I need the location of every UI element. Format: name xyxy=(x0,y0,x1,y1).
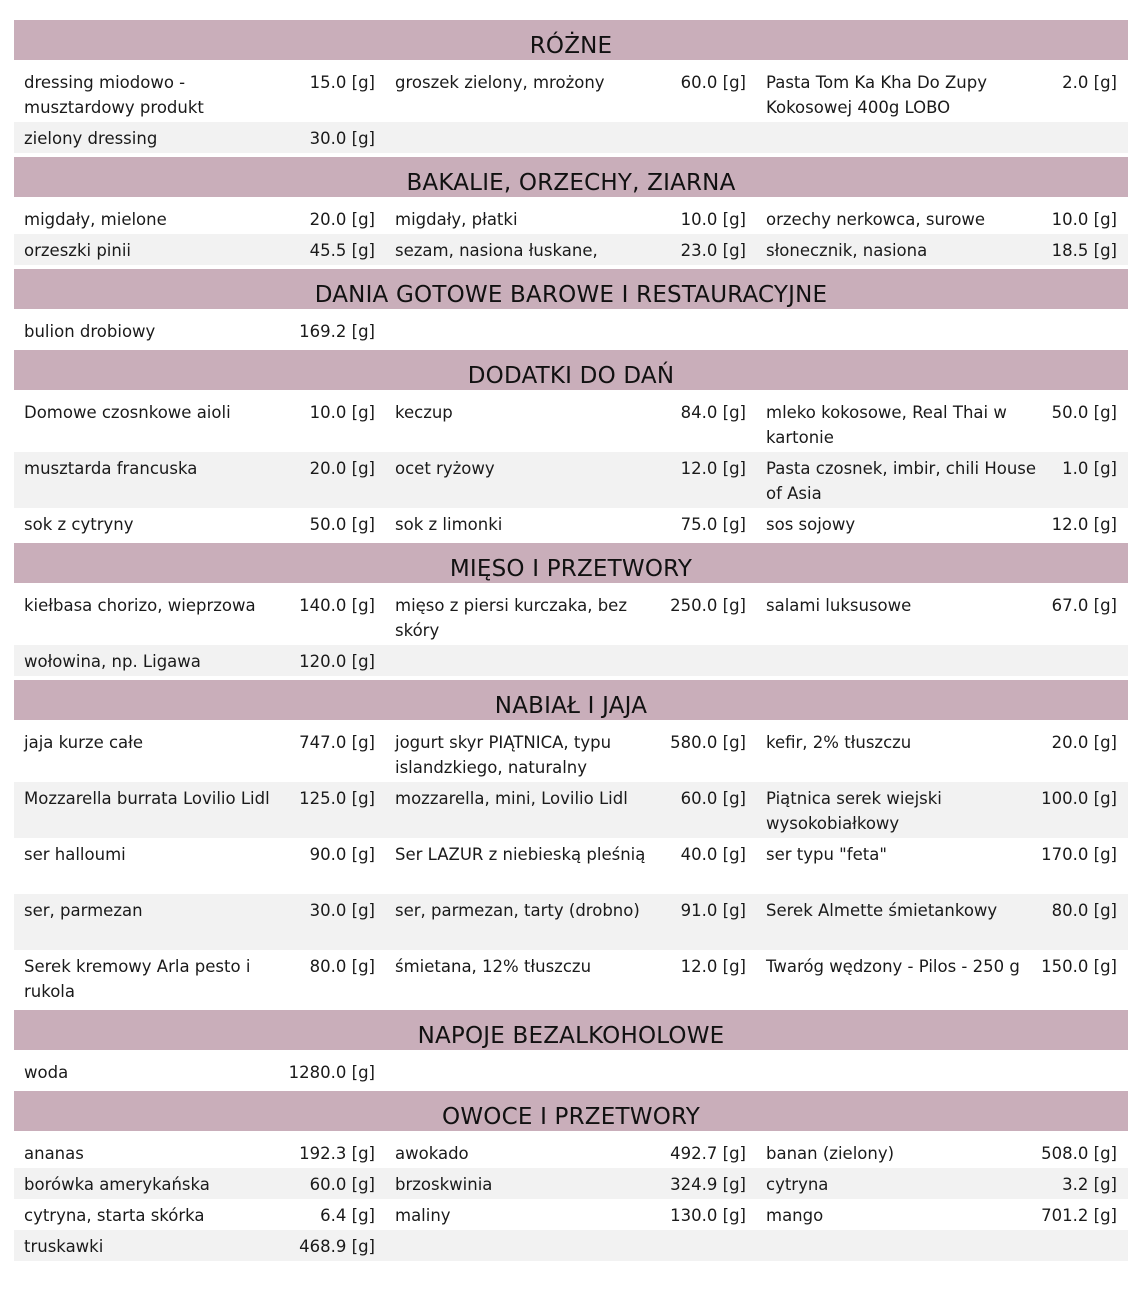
table-row xyxy=(14,66,1128,122)
section-header: MIĘSO I PRZETWORY xyxy=(14,543,1128,583)
list-item xyxy=(756,1199,1127,1230)
item-name: zielony dressing xyxy=(24,129,158,148)
list-item xyxy=(756,838,1127,894)
table-row xyxy=(14,894,1128,950)
item-name: Pasta Tom Ka Kha Do Zupy Kokosowej 400g LOBO xyxy=(766,73,987,117)
list-item xyxy=(385,782,756,838)
item-name: sos sojowy xyxy=(766,515,856,534)
list-item xyxy=(756,1168,1127,1199)
item-quantity: 18.5 [g] xyxy=(1051,241,1117,260)
list-item xyxy=(385,66,756,122)
item-quantity: 130.0 [g] xyxy=(670,1206,746,1225)
item-quantity: 30.0 [g] xyxy=(309,901,375,920)
section-header: DANIA GOTOWE BAROWE I RESTAURACYJNE xyxy=(14,269,1128,309)
list-item xyxy=(756,950,1127,1006)
item-quantity: 250.0 [g] xyxy=(670,596,746,615)
item-quantity: 2.0 [g] xyxy=(1062,73,1117,92)
table-row xyxy=(14,950,1128,1006)
item-quantity: 30.0 [g] xyxy=(309,129,375,148)
item-name: orzeszki pinii xyxy=(24,241,132,260)
item-name: ser, parmezan xyxy=(24,901,143,920)
section-body xyxy=(14,60,1128,157)
section-body xyxy=(14,1050,1128,1091)
section-header: DODATKI DO DAŃ xyxy=(14,350,1128,390)
list-item xyxy=(14,838,385,894)
table-row xyxy=(14,508,1128,539)
item-name: słonecznik, nasiona xyxy=(766,241,928,260)
list-item xyxy=(756,782,1127,838)
table-row xyxy=(14,452,1128,508)
item-quantity: 10.0 [g] xyxy=(680,210,746,229)
item-quantity: 100.0 [g] xyxy=(1041,789,1117,808)
item-quantity: 120.0 [g] xyxy=(299,652,375,671)
list-item xyxy=(14,66,385,122)
item-quantity: 125.0 [g] xyxy=(299,789,375,808)
section-body xyxy=(14,1131,1128,1265)
item-name: salami luksusowe xyxy=(766,596,912,615)
item-quantity: 90.0 [g] xyxy=(309,845,375,864)
list-item xyxy=(385,1168,756,1199)
item-quantity: 170.0 [g] xyxy=(1041,845,1117,864)
item-name: musztarda francuska xyxy=(24,459,198,478)
list-item xyxy=(756,894,1127,950)
item-name: wołowina, np. Ligawa xyxy=(24,652,201,671)
item-name: brzoskwinia xyxy=(395,1175,493,1194)
item-name: mango xyxy=(766,1206,824,1225)
item-quantity: 60.0 [g] xyxy=(680,789,746,808)
item-quantity: 80.0 [g] xyxy=(1051,901,1117,920)
item-quantity: 140.0 [g] xyxy=(299,596,375,615)
table-row xyxy=(14,1168,1128,1199)
item-quantity: 60.0 [g] xyxy=(680,73,746,92)
table-row xyxy=(14,645,1128,676)
item-quantity: 84.0 [g] xyxy=(680,403,746,422)
list-item xyxy=(756,66,1127,122)
list-item xyxy=(14,315,385,346)
item-quantity: 12.0 [g] xyxy=(680,459,746,478)
item-name: jaja kurze całe xyxy=(24,733,144,752)
list-item xyxy=(14,1056,385,1087)
item-quantity: 12.0 [g] xyxy=(680,957,746,976)
item-name: orzechy nerkowca, surowe xyxy=(766,210,986,229)
list-item xyxy=(756,396,1127,452)
section-body xyxy=(14,390,1128,543)
item-name: Mozzarella burrata Lovilio Lidl xyxy=(24,789,270,808)
item-quantity: 10.0 [g] xyxy=(1051,210,1117,229)
item-quantity: 192.3 [g] xyxy=(299,1144,375,1163)
item-name: Piątnica serek wiejski wysokobiałkowy xyxy=(766,789,942,833)
item-name: awokado xyxy=(395,1144,469,1163)
item-name: woda xyxy=(24,1063,69,1082)
list-item xyxy=(14,452,385,508)
list-item xyxy=(14,726,385,782)
list-item xyxy=(385,396,756,452)
section-header: RÓŻNE xyxy=(14,20,1128,60)
item-name: sok z cytryny xyxy=(24,515,134,534)
list-item xyxy=(756,1137,1127,1168)
item-quantity: 324.9 [g] xyxy=(670,1175,746,1194)
item-name: mozzarella, mini, Lovilio Lidl xyxy=(395,789,628,808)
item-quantity: 60.0 [g] xyxy=(309,1175,375,1194)
item-quantity: 12.0 [g] xyxy=(1051,515,1117,534)
list-item xyxy=(756,234,1127,265)
item-name: cytryna xyxy=(766,1175,829,1194)
table-row xyxy=(14,726,1128,782)
item-quantity: 91.0 [g] xyxy=(680,901,746,920)
item-quantity: 40.0 [g] xyxy=(680,845,746,864)
item-quantity: 3.2 [g] xyxy=(1062,1175,1117,1194)
item-quantity: 1.0 [g] xyxy=(1062,459,1117,478)
table-row xyxy=(14,122,1128,153)
item-quantity: 20.0 [g] xyxy=(309,210,375,229)
list-item xyxy=(385,589,756,645)
section-body xyxy=(14,197,1128,269)
item-name: ser typu "feta" xyxy=(766,845,887,864)
item-quantity: 20.0 [g] xyxy=(309,459,375,478)
list-item xyxy=(14,122,385,153)
item-quantity: 508.0 [g] xyxy=(1041,1144,1117,1163)
list-item xyxy=(756,726,1127,782)
item-name: sok z limonki xyxy=(395,515,503,534)
item-name: kiełbasa chorizo, wieprzowa xyxy=(24,596,256,615)
item-name: Domowe czosnkowe aioli xyxy=(24,403,231,422)
item-name: ser halloumi xyxy=(24,845,126,864)
item-quantity: 468.9 [g] xyxy=(299,1237,375,1256)
item-quantity: 67.0 [g] xyxy=(1051,596,1117,615)
list-item xyxy=(385,950,756,1006)
table-row xyxy=(14,1199,1128,1230)
list-item xyxy=(385,1137,756,1168)
item-name: ser, parmezan, tarty (drobno) xyxy=(395,901,640,920)
item-name: migdały, płatki xyxy=(395,210,518,229)
list-item xyxy=(14,950,385,1006)
item-quantity: 1280.0 [g] xyxy=(288,1063,375,1082)
item-name: keczup xyxy=(395,403,453,422)
list-item xyxy=(14,1199,385,1230)
list-item xyxy=(14,1168,385,1199)
item-quantity: 747.0 [g] xyxy=(299,733,375,752)
item-name: jogurt skyr PIĄTNICA, typu islandzkiego, naturalny xyxy=(395,733,612,777)
item-quantity: 150.0 [g] xyxy=(1041,957,1117,976)
item-quantity: 492.7 [g] xyxy=(670,1144,746,1163)
item-name: mleko kokosowe, Real Thai w kartonie xyxy=(766,403,1007,447)
list-item xyxy=(756,452,1127,508)
item-quantity: 15.0 [g] xyxy=(309,73,375,92)
item-name: cytryna, starta skórka xyxy=(24,1206,205,1225)
item-name: Ser LAZUR z niebieską pleśnią xyxy=(395,845,646,864)
item-name: dressing miodowo - musztardowy produkt xyxy=(24,73,204,117)
list-item xyxy=(14,203,385,234)
list-item xyxy=(14,782,385,838)
table-row xyxy=(14,1137,1128,1168)
item-name: śmietana, 12% tłuszczu xyxy=(395,957,592,976)
list-item xyxy=(14,645,385,676)
item-quantity: 701.2 [g] xyxy=(1041,1206,1117,1225)
item-name: Serek kremowy Arla pesto i rukola xyxy=(24,957,251,1001)
section-header: BAKALIE, ORZECHY, ZIARNA xyxy=(14,157,1128,197)
item-quantity: 75.0 [g] xyxy=(680,515,746,534)
item-quantity: 80.0 [g] xyxy=(309,957,375,976)
item-quantity: 50.0 [g] xyxy=(309,515,375,534)
list-item xyxy=(385,1199,756,1230)
item-quantity: 45.5 [g] xyxy=(309,241,375,260)
item-quantity: 20.0 [g] xyxy=(1051,733,1117,752)
table-row xyxy=(14,589,1128,645)
shopping-list-document xyxy=(14,20,1128,1265)
section-header: OWOCE I PRZETWORY xyxy=(14,1091,1128,1131)
table-row xyxy=(14,1230,1128,1261)
item-quantity: 23.0 [g] xyxy=(680,241,746,260)
section-body xyxy=(14,583,1128,680)
list-item xyxy=(14,1137,385,1168)
table-row xyxy=(14,1056,1128,1087)
item-name: Pasta czosnek, imbir, chili House of Asia xyxy=(766,459,1037,503)
table-row xyxy=(14,396,1128,452)
table-row xyxy=(14,315,1128,346)
section-header: NAPOJE BEZALKOHOLOWE xyxy=(14,1010,1128,1050)
item-name: kefir, 2% tłuszczu xyxy=(766,733,912,752)
list-item xyxy=(385,452,756,508)
item-quantity: 10.0 [g] xyxy=(309,403,375,422)
table-row xyxy=(14,234,1128,265)
list-item xyxy=(14,894,385,950)
list-item xyxy=(385,726,756,782)
list-item xyxy=(385,894,756,950)
item-name: bulion drobiowy xyxy=(24,322,156,341)
item-name: truskawki xyxy=(24,1237,104,1256)
item-quantity: 6.4 [g] xyxy=(320,1206,375,1225)
table-row xyxy=(14,782,1128,838)
table-row xyxy=(14,203,1128,234)
item-name: groszek zielony, mrożony xyxy=(395,73,605,92)
item-name: mięso z piersi kurczaka, bez skóry xyxy=(395,596,627,640)
item-name: sezam, nasiona łuskane, xyxy=(395,241,598,260)
item-name: migdały, mielone xyxy=(24,210,167,229)
section-header: NABIAŁ I JAJA xyxy=(14,680,1128,720)
list-item xyxy=(14,508,385,539)
list-item xyxy=(756,203,1127,234)
item-name: maliny xyxy=(395,1206,451,1225)
item-name: borówka amerykańska xyxy=(24,1175,210,1194)
section-body xyxy=(14,720,1128,1010)
list-item xyxy=(14,396,385,452)
item-name: Serek Almette śmietankowy xyxy=(766,901,998,920)
list-item xyxy=(756,589,1127,645)
list-item xyxy=(385,508,756,539)
item-quantity: 50.0 [g] xyxy=(1051,403,1117,422)
list-item xyxy=(14,589,385,645)
list-item xyxy=(385,838,756,894)
list-item xyxy=(756,508,1127,539)
list-item xyxy=(385,234,756,265)
list-item xyxy=(385,203,756,234)
table-row xyxy=(14,838,1128,894)
item-name: ananas xyxy=(24,1144,84,1163)
item-name: banan (zielony) xyxy=(766,1144,895,1163)
item-name: ocet ryżowy xyxy=(395,459,495,478)
list-item xyxy=(14,234,385,265)
item-quantity: 169.2 [g] xyxy=(299,322,375,341)
item-name: Twaróg wędzony - Pilos - 250 g xyxy=(766,957,1020,976)
section-body xyxy=(14,309,1128,350)
list-item xyxy=(14,1230,385,1261)
item-quantity: 580.0 [g] xyxy=(670,733,746,752)
